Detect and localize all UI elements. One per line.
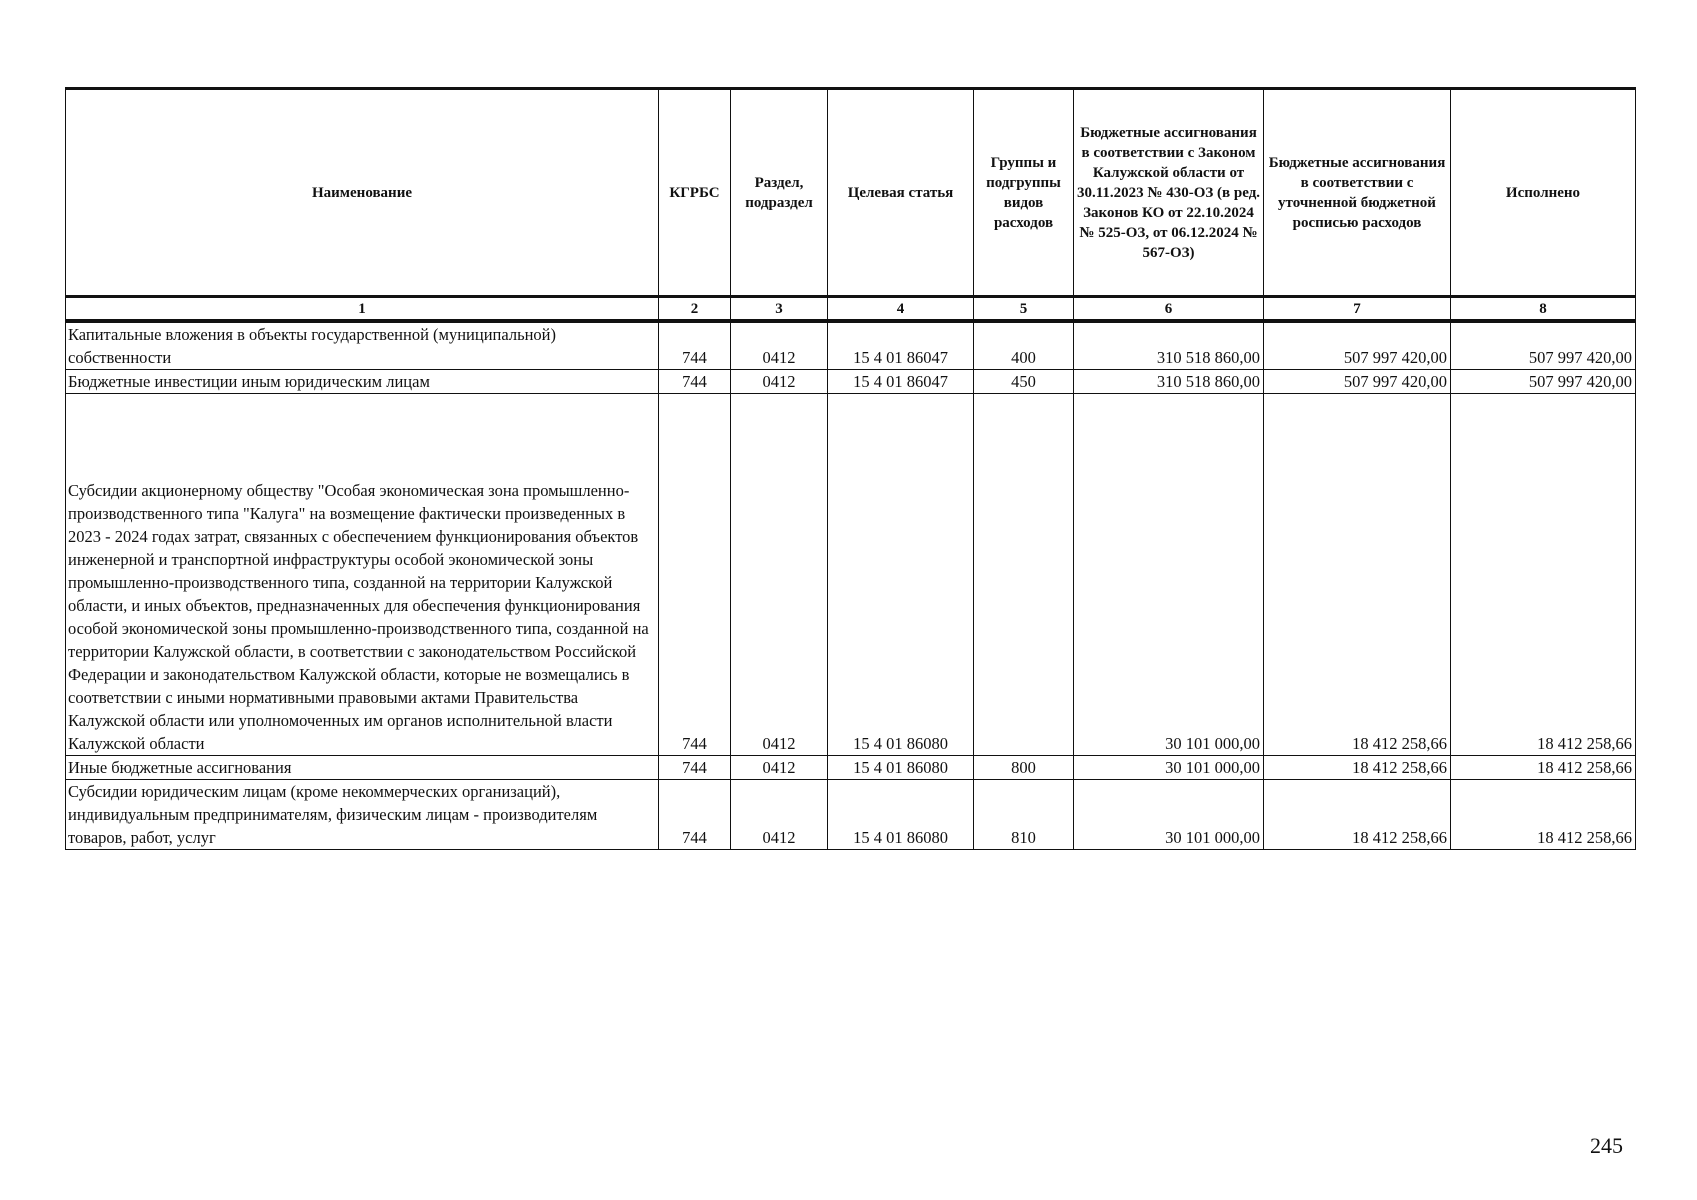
row-roster-amount: 18 412 258,66 (1264, 756, 1451, 780)
row-section: 0412 (731, 394, 828, 756)
row-section: 0412 (731, 756, 828, 780)
column-number: 7 (1264, 297, 1451, 322)
header-executed: Исполнено (1451, 89, 1636, 297)
page-number: 245 (1590, 1133, 1623, 1158)
row-executed-amount: 18 412 258,66 (1451, 780, 1636, 850)
row-name: Субсидии юридическим лицам (кроме некоммерческих организаций), индивидуальным предпринимателям, физическим лицам - производителям товаров, работ, услуг (66, 780, 659, 850)
row-section: 0412 (731, 370, 828, 394)
row-law-amount: 30 101 000,00 (1074, 756, 1264, 780)
header-target: Целевая статья (828, 89, 974, 297)
row-group: 450 (974, 370, 1074, 394)
row-name: Иные бюджетные ассигнования (66, 756, 659, 780)
row-group: 800 (974, 756, 1074, 780)
row-law-amount: 310 518 860,00 (1074, 321, 1264, 370)
column-number: 3 (731, 297, 828, 322)
row-executed-amount: 507 997 420,00 (1451, 370, 1636, 394)
header-law-allocations: Бюджетные ассигнования в соответствии с Законом Калужской области от 30.11.2023 № 430-ОЗ (в ред. Законов КО от 22.10.2024 № 525-ОЗ, от 06.12.2024 № 567-ОЗ) (1074, 89, 1264, 297)
header-group: Группы и подгруппы видов расходов (974, 89, 1074, 297)
row-name: Субсидии акционерному обществу "Особая экономическая зона промышленно-производственного типа "Калуга" на возмещение фактически произведенных в 2023 - 2024 годах затрат, связанных с обеспечением функционирования объектов инженерной и транспортной инфраструктуры особой экономической зоны промышленно-производственного типа, созданной на территории Калужской области, и иных объектов, предназначенных для обеспечения функционирования особой экономической зоны промышленно-производственного типа, созданной на территории Калужской области, в соответствии с законодательством Российской Федерации и законодательством Калужской области, которые не возмещались в соответствии с иными нормативными правовыми актами Правительства Калужской области или уполномоченных им органов исполнительной власти Калужской области (66, 394, 659, 756)
row-kgrbs: 744 (659, 321, 731, 370)
row-executed-amount: 507 997 420,00 (1451, 321, 1636, 370)
table-row (66, 370, 1636, 394)
row-target: 15 4 01 86047 (828, 321, 974, 370)
column-number: 4 (828, 297, 974, 322)
row-roster-amount: 18 412 258,66 (1264, 394, 1451, 756)
row-kgrbs: 744 (659, 780, 731, 850)
table-row (66, 394, 1636, 756)
row-section: 0412 (731, 321, 828, 370)
row-group: 810 (974, 780, 1074, 850)
row-target: 15 4 01 86080 (828, 394, 974, 756)
column-number: 1 (66, 297, 659, 322)
column-number-row (66, 297, 1636, 322)
budget-table (65, 87, 1636, 850)
row-target: 15 4 01 86047 (828, 370, 974, 394)
row-law-amount: 30 101 000,00 (1074, 394, 1264, 756)
row-executed-amount: 18 412 258,66 (1451, 756, 1636, 780)
header-roster-allocations: Бюджетные ассигнования в соответствии с уточненной бюджетной росписью расходов (1264, 89, 1451, 297)
column-number: 2 (659, 297, 731, 322)
row-target: 15 4 01 86080 (828, 780, 974, 850)
header-name: Наименование (66, 89, 659, 297)
column-number: 5 (974, 297, 1074, 322)
header-kgrbs: КГРБС (659, 89, 731, 297)
row-roster-amount: 18 412 258,66 (1264, 780, 1451, 850)
column-number: 8 (1451, 297, 1636, 322)
row-law-amount: 30 101 000,00 (1074, 780, 1264, 850)
column-number: 6 (1074, 297, 1264, 322)
table-row (66, 756, 1636, 780)
header-row (66, 89, 1636, 297)
row-executed-amount: 18 412 258,66 (1451, 394, 1636, 756)
row-group: 400 (974, 321, 1074, 370)
row-law-amount: 310 518 860,00 (1074, 370, 1264, 394)
row-name: Капитальные вложения в объекты государственной (муниципальной) собственности (66, 321, 659, 370)
row-kgrbs: 744 (659, 394, 731, 756)
row-section: 0412 (731, 780, 828, 850)
row-target: 15 4 01 86080 (828, 756, 974, 780)
header-section: Раздел, подраздел (731, 89, 828, 297)
row-roster-amount: 507 997 420,00 (1264, 321, 1451, 370)
row-kgrbs: 744 (659, 370, 731, 394)
table-row (66, 780, 1636, 850)
row-name: Бюджетные инвестиции иным юридическим лицам (66, 370, 659, 394)
row-kgrbs: 744 (659, 756, 731, 780)
table-row (66, 321, 1636, 370)
row-roster-amount: 507 997 420,00 (1264, 370, 1451, 394)
row-group (974, 394, 1074, 756)
